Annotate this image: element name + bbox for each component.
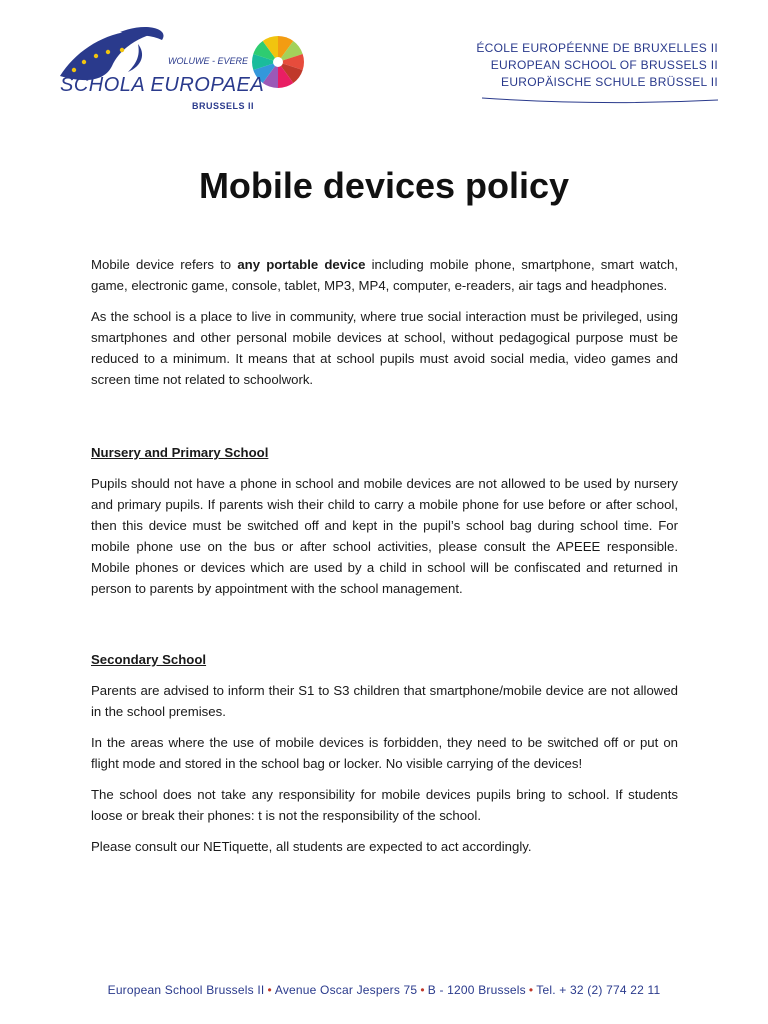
secondary-paragraph-2: In the areas where the use of mobile devices is forbidden, they need to be switched off or put on flight mode and stored in the school bag or locker. No visible carrying of the devices! <box>91 735 678 771</box>
policy-body <box>91 254 678 867</box>
secondary-paragraph-4: Please consult our NETiquette, all students are expected to act accordingly. <box>91 839 532 854</box>
footer-city: B - 1200 Brussels <box>427 983 526 997</box>
school-logo <box>50 14 310 124</box>
nursery-section-heading: Nursery and Primary School <box>91 445 269 460</box>
secondary-section-heading: Secondary School <box>91 652 207 667</box>
emphasis-text: any portable device <box>237 257 366 272</box>
nursery-paragraph: Pupils should not have a phone in school and mobile devices are not allowed to be used by nursery and primary pupils. If parents wish their child to carry a mobile phone for use before or after school, then this device must be switched off and kept in the pupil’s school bag during school time. For mobile phone use on the bus or after school activities, please consult the APEEE responsible. Mobile phones or devices which are used by a child in school will be confiscated and returned in person to parents by appointment with the school management. <box>91 476 678 596</box>
intro-paragraph-1: Mobile device refers to any portable device including mobile phone, smartphone, smart watch, game, electronic game, console, tablet, MP3, MP4, computer, e-readers, air tags and headphones. <box>91 257 678 293</box>
logo-main-text: SCHOLA EUROPAEA <box>60 74 265 96</box>
secondary-paragraph-3: The school does not take any responsibility for mobile devices pupils bring to school. If students loose or break their phones: t is not the responsibility of the school. <box>91 787 678 823</box>
footer-school-name: European School Brussels II <box>107 983 265 997</box>
page-header <box>0 0 768 130</box>
footer-phone: Tel. + 32 (2) 774 22 11 <box>536 983 661 997</box>
header-divider <box>480 92 720 106</box>
logo-location-text: WOLUWE - EVERE <box>168 56 249 66</box>
school-logo-graphic <box>50 14 310 124</box>
logo-brussels-text: BRUSSELS II <box>192 101 255 111</box>
school-name-fr: ÉCOLE EUROPÉENNE DE BRUXELLES II <box>476 41 718 55</box>
school-name-de: EUROPÄISCHE SCHULE BRÜSSEL II <box>501 75 718 89</box>
school-name-en: EUROPEAN SCHOOL OF BRUSSELS II <box>490 58 718 72</box>
page-title: Mobile devices policy <box>198 165 570 206</box>
page-footer: European School Brussels II • Avenue Oscar Jespers 75 • B - 1200 Brussels • Tel. + 32 (2) 774 22 11 <box>107 983 661 997</box>
intro-paragraph-2: As the school is a place to live in community, where true social interaction must be privileged, using smartphones and other personal mobile devices at school, without pedagogical purpose must be reduced to a minimum. It means that at school pupils must avoid social media, video games and screen time not related to schoolwork. <box>91 309 678 387</box>
secondary-paragraph-1: Parents are advised to inform their S1 to S3 children that smartphone/mobile device are not allowed in the school premises. <box>91 683 678 719</box>
school-names <box>476 40 718 91</box>
footer-address: Avenue Oscar Jespers 75 <box>274 983 418 997</box>
